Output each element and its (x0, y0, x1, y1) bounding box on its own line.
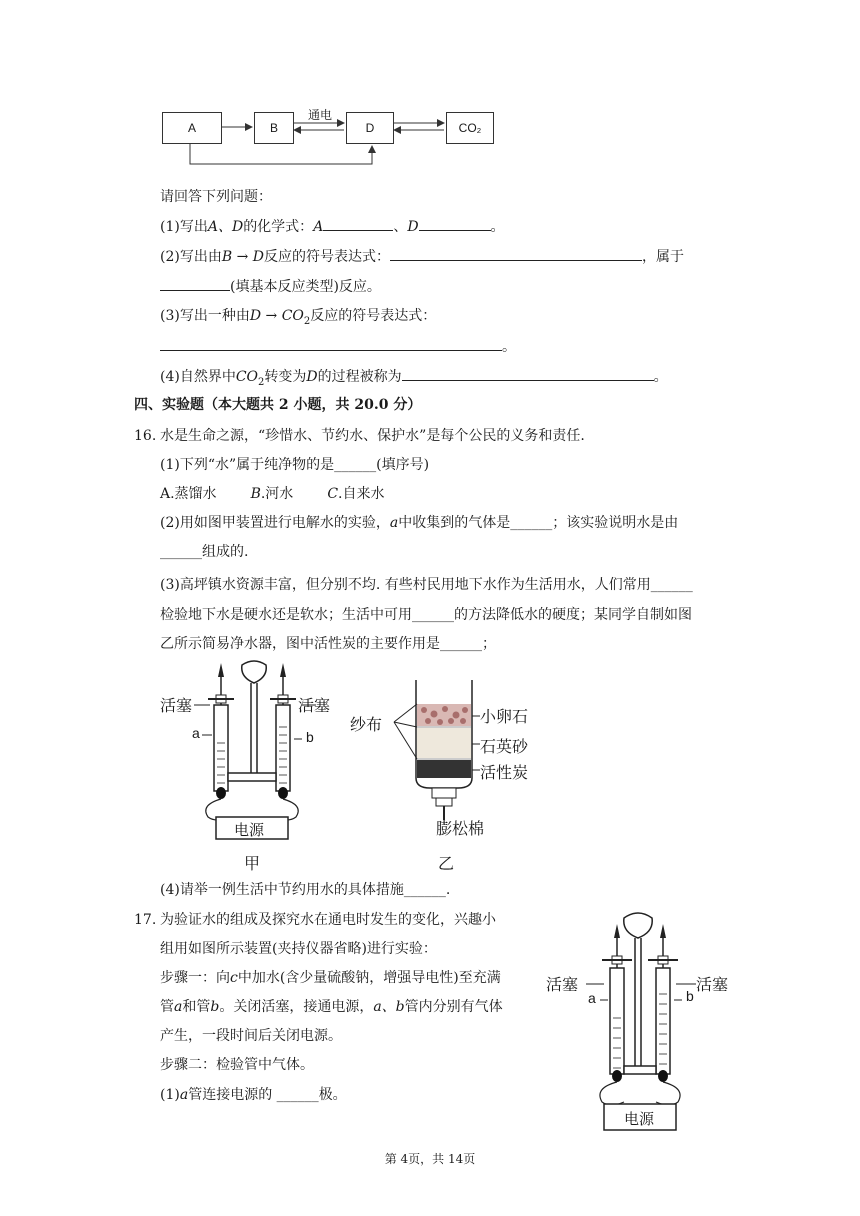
figure-electrolysis-jia (150, 655, 350, 875)
figure-caption-yi: 乙 (438, 856, 455, 873)
math-var: a (174, 999, 183, 1015)
answer-blank[interactable] (419, 216, 491, 231)
text: 的化学式： (243, 219, 314, 235)
answer-blank[interactable] (402, 366, 654, 381)
q15-part1 (160, 216, 505, 237)
text: 。 (653, 369, 668, 385)
q17-line5: 产生，一段时间后关闭电源。 (160, 1028, 342, 1044)
q16-stem: 水是生命之源，“珍惜水、节约水、保护水”是每个公民的义务和责任. (160, 428, 585, 444)
q16-part3b: 检验地下水是硬水还是软水；生活中可用______的方法降低水的硬度；某同学自制如图 (160, 607, 692, 623)
q15-part3b (160, 336, 516, 357)
answer-blank[interactable] (160, 336, 502, 351)
stopcock-label-left: 活塞 (160, 698, 193, 715)
text: (3)写出一种由 (160, 308, 250, 324)
tube-b-label: b (686, 988, 694, 1004)
text: (2)用如图甲装置进行电解水的实验， (160, 515, 390, 531)
option-letter: B (250, 486, 261, 502)
flow-node-d: D (346, 112, 394, 144)
q17-line3 (160, 968, 501, 988)
q16-options (160, 484, 384, 504)
text: 转变为 (264, 369, 307, 385)
stopcock-label-left: 活塞 (546, 977, 579, 994)
q17-line1: 为验证水的组成及探究水在通电时发生的变化，兴趣小 (160, 912, 496, 928)
electrolysis-apparatus-drawing (150, 655, 350, 875)
option-a: A.蒸馏水 (160, 486, 217, 502)
power-supply-label: 电源 (234, 822, 265, 839)
flow-node-b: B (254, 112, 294, 144)
text: 中收集到的气体是______；该实验说明水是由 (398, 515, 679, 531)
q17-line2: 组用如图所示装置(夹持仪器省略)进行实验： (160, 941, 437, 957)
text: (2)写出由 (160, 249, 222, 265)
answer-blank[interactable] (323, 216, 393, 231)
q16-part3a: (3)高坪镇水资源丰富，但分别不均. 有些村民用地下水作为生活用水，人们常用______ (160, 577, 693, 593)
text: (1)写出 (160, 219, 208, 235)
q16-part2 (160, 513, 678, 533)
figure-purifier-yi (350, 670, 550, 875)
flow-edge-label: 通电 (308, 108, 333, 122)
text: 反应的符号表达式： (264, 249, 390, 265)
option-c: .自来水 (338, 486, 385, 502)
text: 管内分别有气体 (404, 999, 503, 1015)
math-var: A、D (207, 219, 244, 235)
gauze-label: 纱布 (350, 717, 383, 734)
quartz-sand-layer-label: 石英砂 (480, 739, 529, 756)
stopcock-label-right: 活塞 (696, 977, 729, 994)
tube-a-label: a (588, 990, 596, 1006)
text: 。 (502, 339, 516, 355)
math-expr: D → CO (249, 308, 304, 324)
pebble-layer-label: 小卵石 (480, 709, 529, 726)
text: 管连接电源的 ______极。 (188, 1087, 347, 1103)
text: 管 (160, 999, 174, 1015)
math-var: a (389, 515, 399, 531)
flow-node-a: A (162, 112, 222, 144)
math-var: c (230, 970, 238, 986)
q17-number: 17. (134, 912, 157, 928)
answer-blank[interactable] (160, 276, 230, 291)
math-var: D (306, 369, 318, 385)
text: 、 (393, 219, 408, 235)
text: 中加水(含少量硫酸钠，增强导电性)至充满 (237, 970, 501, 986)
text: 的过程被称为 (317, 369, 402, 385)
option-b: .河水 (260, 486, 294, 502)
q16-part2b: ______组成的. (160, 544, 249, 560)
electrolysis-apparatus-drawing (540, 908, 740, 1140)
math-var: a、b (373, 999, 405, 1015)
tube-b-label: b (306, 729, 314, 745)
math-expr: B → D (221, 249, 264, 265)
text: (1) (160, 1087, 180, 1103)
text: 步骤一：向 (160, 970, 230, 986)
q16-number: 16. (134, 428, 157, 444)
math-var: A (313, 219, 324, 235)
text: 。关闭活塞，接通电源， (219, 999, 374, 1015)
figure-caption-jia: 甲 (244, 856, 261, 873)
math-expr: CO (235, 369, 259, 385)
q15-part2b (160, 276, 381, 297)
q17-line7 (160, 1085, 347, 1105)
page-footer: 第 4页，共 14页 (384, 1152, 476, 1166)
q17-line6: 步骤二：检验管中气体。 (160, 1057, 314, 1073)
text: 反应的符号表达式： (310, 308, 437, 324)
text: 。 (490, 219, 505, 235)
q15-part2 (160, 246, 684, 267)
q16-part3c: 乙所示简易净水器，图中活性炭的主要作用是______； (160, 636, 496, 652)
q15-part3: (3)写出一种由$D \to CO_2$反应的符号表达式： (160, 308, 437, 327)
answer-blank[interactable] (390, 246, 642, 261)
tube-a-label: a (192, 725, 200, 741)
flow-node-co2: CO₂ (446, 112, 494, 144)
math-var: D (407, 219, 419, 235)
q16-part1: (1)下列“水”属于纯净物的是______(填序号) (160, 457, 430, 473)
option-letter: C (327, 486, 339, 502)
q16-part4: (4)请举一例生活中节约用水的具体措施______. (160, 882, 451, 898)
text: 和管 (182, 999, 211, 1015)
text: (4)自然界中 (160, 369, 236, 385)
text: ，属于 (642, 249, 684, 265)
section-heading: 四、实验题（本大题共 2 小题，共 20.0 分） (134, 397, 422, 413)
q15-intro: 请回答下列问题： (160, 189, 272, 205)
q17-line4 (160, 997, 503, 1017)
math-var: b (210, 999, 220, 1015)
stopcock-label-right: 活塞 (298, 698, 331, 715)
power-supply-label: 电源 (624, 1111, 655, 1128)
math-var: a (179, 1087, 189, 1103)
figure-electrolysis-q17 (540, 908, 740, 1140)
q15-part4: (4)自然界中$CO_2$转变为D的过程被称为 。 (160, 366, 668, 393)
activated-carbon-layer-label: 活性炭 (480, 765, 529, 782)
flow-diagram (160, 108, 500, 170)
text: (填基本反应类型)反应。 (230, 279, 381, 295)
cotton-layer-label: 膨松棉 (436, 821, 485, 838)
